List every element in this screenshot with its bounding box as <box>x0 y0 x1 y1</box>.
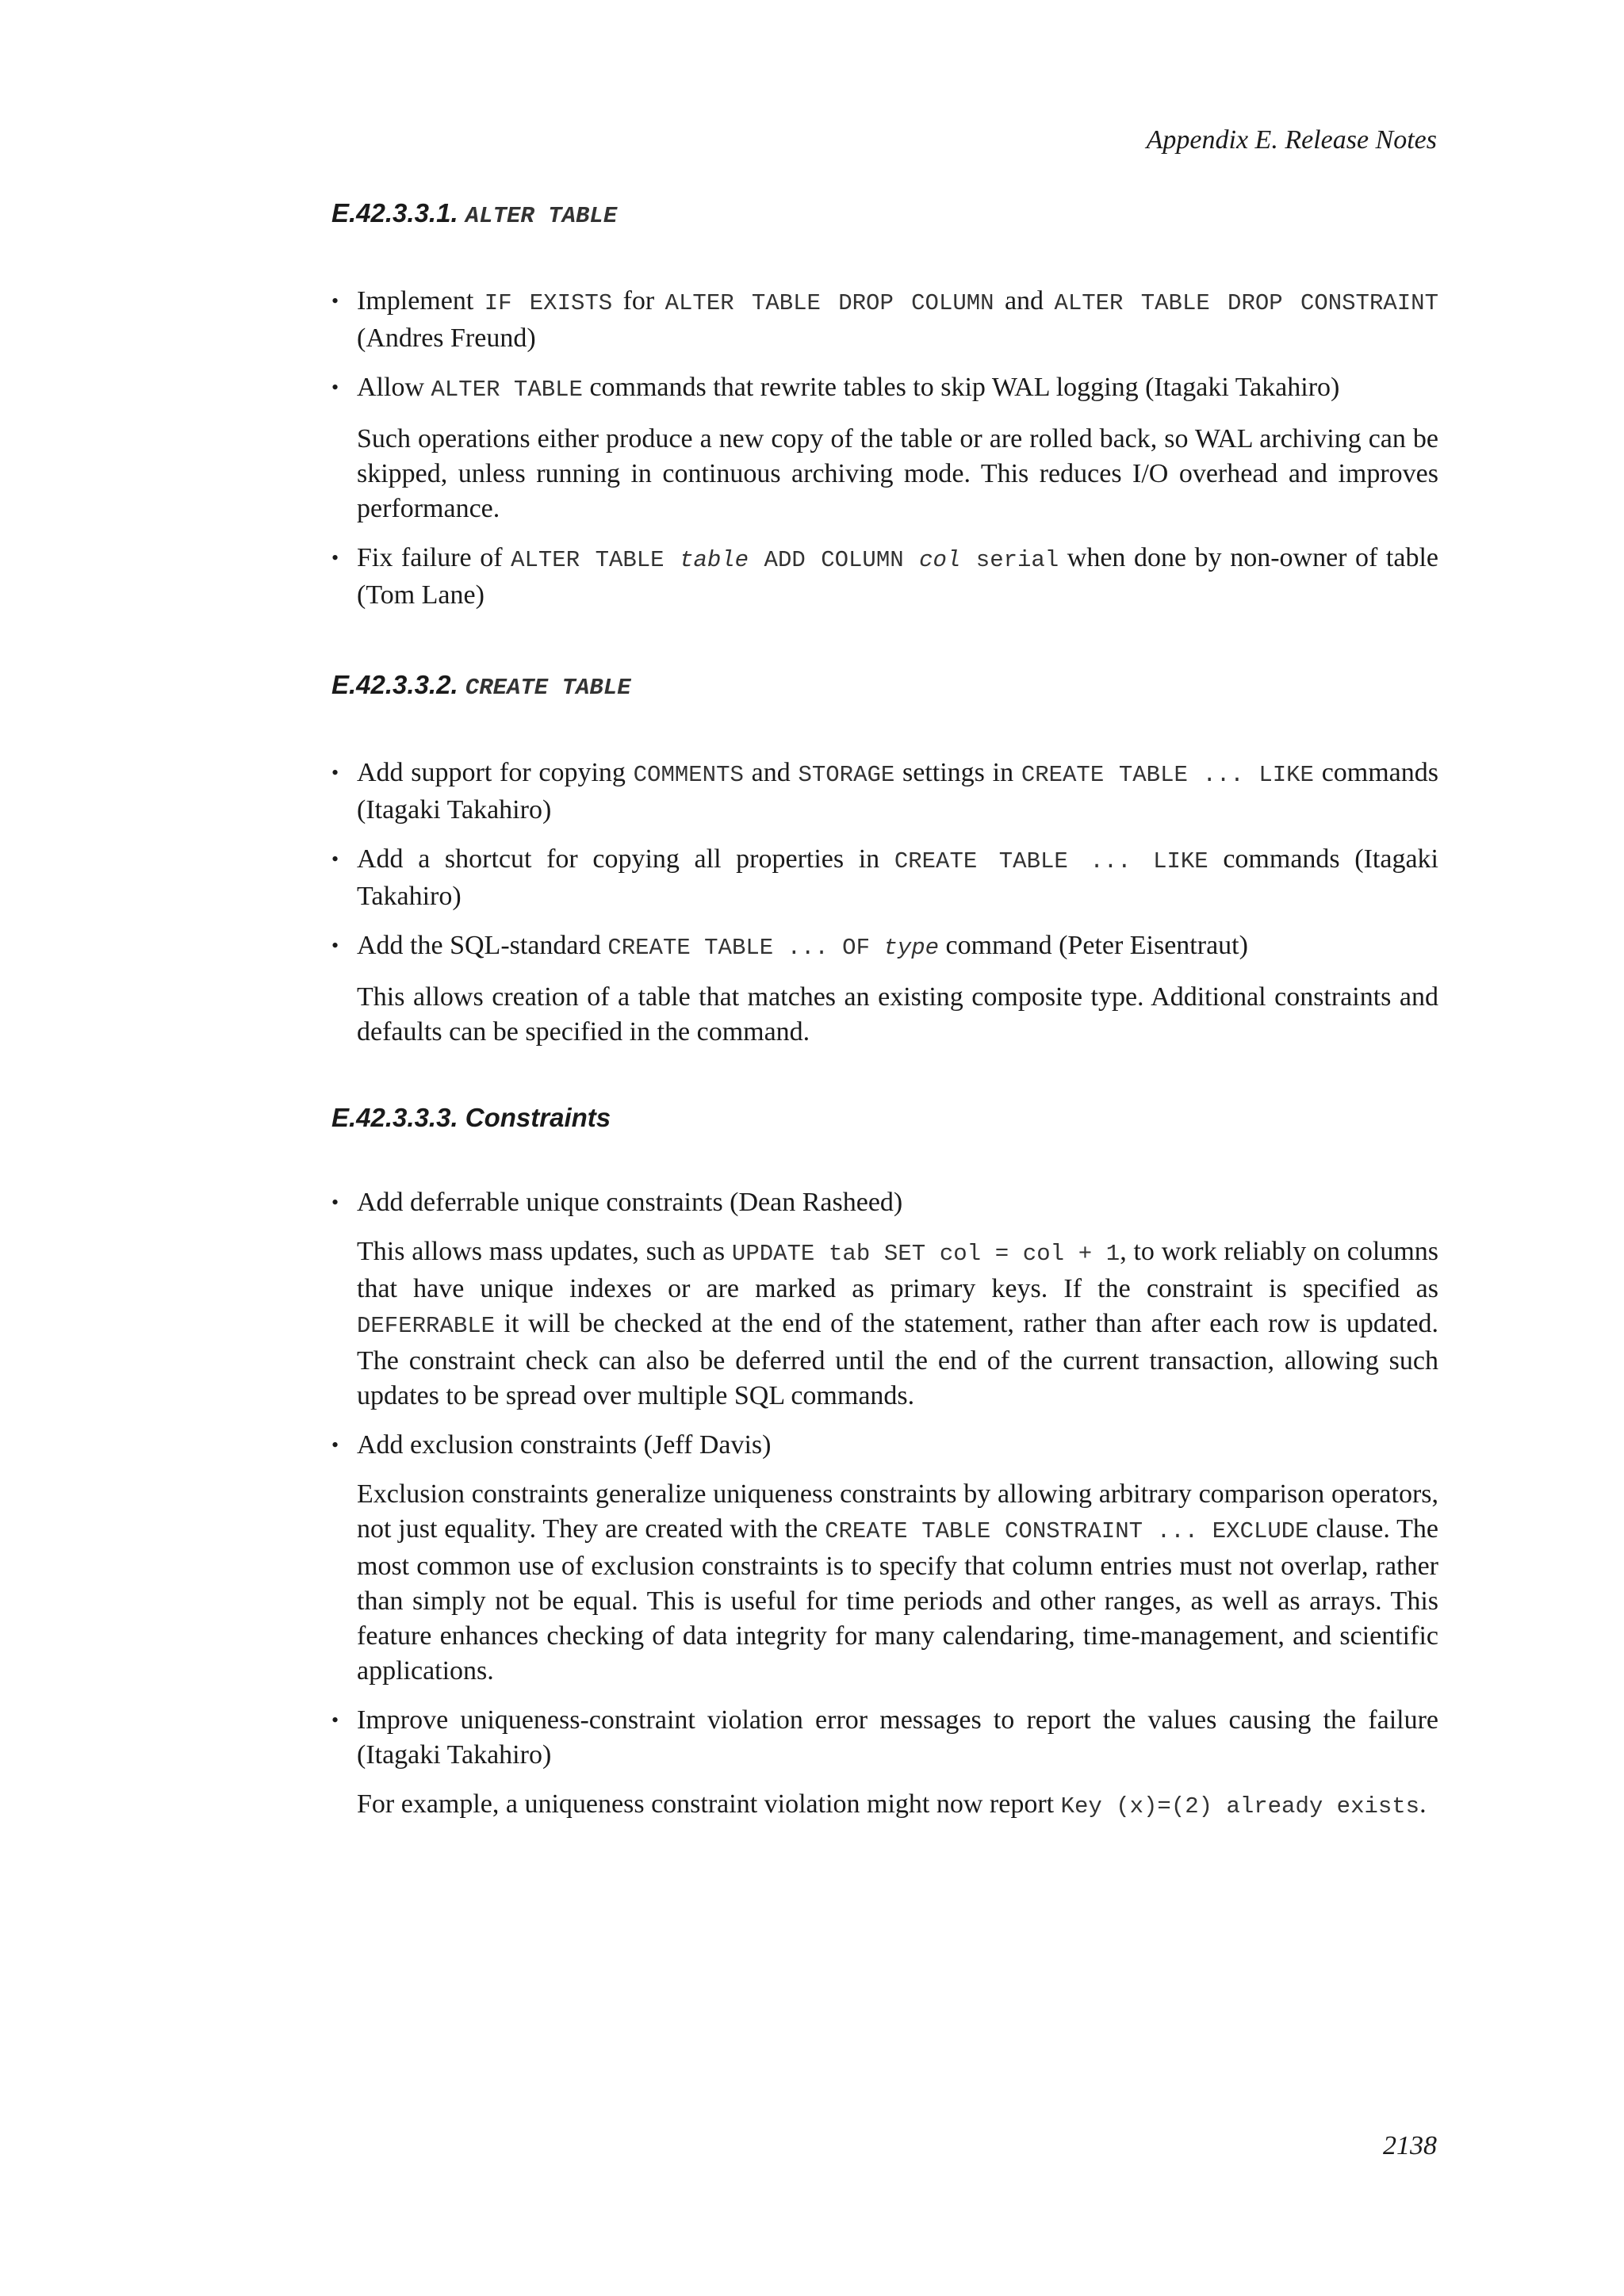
code-literal: COMMENTS <box>633 762 744 788</box>
text: Implement <box>357 286 485 316</box>
item-text <box>357 541 1438 613</box>
text: Allow <box>357 373 431 402</box>
list-item <box>331 370 1438 526</box>
text: it will be checked at the end of the statement, rather than after each row is updated. The constraint check can also be deferred until the end of the current transaction, allowing such updates to be spread over multiple SQL commands. <box>357 1309 1438 1410</box>
text: settings in <box>894 758 1021 787</box>
text: for <box>612 286 665 316</box>
page-number: 2138 <box>1383 2131 1437 2160</box>
bullet-icon: • <box>331 1191 339 1214</box>
text: Add support for copying <box>357 758 634 787</box>
section-create-table <box>331 668 1438 1050</box>
item-text: Add deferrable unique constraints (Dean Rasheed) <box>357 1188 903 1217</box>
text: This allows mass updates, such as <box>357 1237 732 1266</box>
section-heading: E.42.3.3.3. Constraints <box>331 1103 611 1132</box>
code-placeholder: table <box>680 547 749 573</box>
text: clause. The most common use of exclusion constraints is to specify that column entries must not overlap, rather than simply not be equal. This is useful for time periods and other ranges, as well as arrays. This feature enhances checking of data integrity for many calendaring, time-management, and scientific applications. <box>357 1514 1438 1686</box>
item-text <box>357 756 1438 828</box>
text: , to work reliably on columns that have unique indexes or are marked as primary keys. If the constraint is specified as <box>357 1237 1439 1303</box>
item-text: Improve uniqueness-constraint violation error messages to report the values causing the failure (Itagaki Takahiro) <box>357 1705 1438 1770</box>
text: (Andres Freund) <box>357 323 536 353</box>
code-literal: CREATE TABLE ... LIKE <box>1021 762 1314 788</box>
text: and <box>994 286 1055 316</box>
code-literal: CREATE TABLE CONSTRAINT ... EXCLUDE <box>825 1518 1309 1544</box>
list-item <box>331 541 1438 613</box>
section-constraints <box>331 1101 1438 1824</box>
code-literal: Key (x)=(2) already exists <box>1060 1793 1420 1820</box>
text: commands (Itagaki Takahiro) <box>357 758 1439 825</box>
list-item <box>331 284 1438 356</box>
item-text: Add exclusion constraints (Jeff Davis) <box>357 1430 772 1460</box>
bullet-icon: • <box>331 761 339 784</box>
text: . <box>1419 1789 1427 1819</box>
bullet-icon: • <box>331 376 339 399</box>
code-placeholder: type <box>883 935 940 961</box>
item-paragraph: Such operations either produce a new copy of the table or are rolled back, so WAL archiving can be skipped, unless running in continuous archiving mode. This reduces I/O overhead and improves performance. <box>357 424 1438 523</box>
list-item <box>331 1185 1438 1414</box>
list-item <box>331 1428 1438 1689</box>
bullet-icon: • <box>331 934 339 957</box>
section-number: E.42.3.3.1. <box>331 198 458 228</box>
code-literal: UPDATE tab SET col = col + 1 <box>731 1241 1120 1267</box>
bullet-icon: • <box>331 848 339 871</box>
section-number: E.42.3.3.2. <box>331 670 458 699</box>
code-literal: ALTER TABLE DROP CONSTRAINT <box>1054 290 1438 316</box>
code-literal: ALTER TABLE DROP COLUMN <box>665 290 994 316</box>
text: commands that rewrite tables to skip WAL logging (Itagaki Takahiro) <box>582 373 1340 402</box>
item-text <box>357 284 1438 356</box>
item-text <box>357 842 1438 914</box>
code-literal: IF EXISTS <box>484 290 613 316</box>
item-list <box>331 1185 1438 1824</box>
bullet-icon: • <box>331 1709 339 1732</box>
bullet-icon: • <box>331 289 339 312</box>
code-literal: ALTER TABLE <box>511 547 680 573</box>
section-heading <box>331 668 1438 705</box>
text: and <box>743 758 799 787</box>
item-list <box>331 756 1438 1050</box>
code-literal: CREATE TABLE ... LIKE <box>894 848 1208 874</box>
text: For example, a uniqueness constraint violation might now report <box>357 1789 1061 1819</box>
list-item <box>331 1703 1438 1824</box>
item-list <box>331 284 1438 613</box>
code-literal: serial <box>960 547 1059 573</box>
text: when done by non-owner of table (Tom Lane) <box>357 543 1439 610</box>
text: Exclusion constraints generalize uniqueness constraints by allowing arbitrary comparison operators, not just equality. They are created with the <box>357 1479 1438 1544</box>
text: Add a shortcut for copying all properties in <box>357 844 894 874</box>
code-literal: ADD COLUMN <box>749 547 920 573</box>
text: Fix failure of <box>357 543 511 572</box>
text: command (Peter Eisentraut) <box>939 931 1248 960</box>
code-literal: ALTER TABLE <box>431 377 583 403</box>
item-paragraph <box>357 1787 1438 1824</box>
item-paragraph <box>357 1234 1438 1414</box>
section-code-title: CREATE TABLE <box>465 675 631 701</box>
code-literal: STORAGE <box>798 762 895 788</box>
section-code-title: ALTER TABLE <box>465 203 618 229</box>
text: commands (Itagaki Takahiro) <box>357 844 1438 911</box>
code-placeholder: col <box>919 547 961 573</box>
section-heading <box>331 197 1438 233</box>
list-item <box>331 842 1438 914</box>
list-item <box>331 756 1438 828</box>
section-alter-table <box>331 197 1438 613</box>
bullet-icon: • <box>331 546 339 569</box>
item-text <box>357 928 1438 966</box>
list-item <box>331 928 1438 1050</box>
code-literal: CREATE TABLE ... OF <box>607 935 884 961</box>
item-paragraph <box>357 1477 1438 1689</box>
item-paragraph: This allows creation of a table that matches an existing composite type. Additional constraints and defaults can be specified in the command. <box>357 982 1438 1047</box>
item-text <box>357 370 1438 408</box>
code-literal: DEFERRABLE <box>357 1313 496 1339</box>
running-header: Appendix E. Release Notes <box>1146 125 1437 155</box>
text: Add the SQL-standard <box>357 931 608 960</box>
bullet-icon: • <box>331 1433 339 1456</box>
